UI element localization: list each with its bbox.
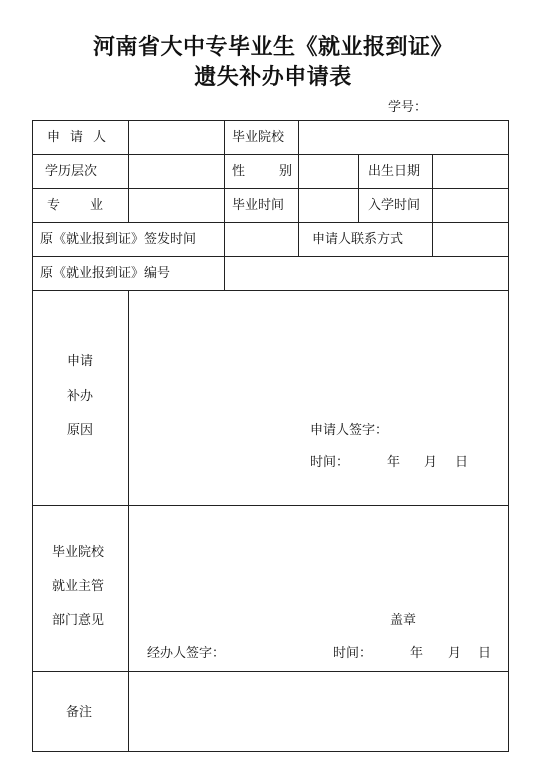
table-line (298, 120, 299, 256)
table-line (32, 120, 33, 752)
opinion-label-line2: 就业主管 (52, 579, 105, 594)
applicant-signature-label: 申请人签字： (310, 423, 389, 438)
table-line (32, 154, 509, 155)
table-line (32, 188, 509, 189)
table-line (128, 290, 129, 751)
gender-label: 性别 (232, 164, 327, 179)
enrollment-time-label: 入学时间 (368, 198, 421, 213)
handler-signature-label: 经办人签字： (147, 646, 226, 661)
original-number-label: 原《就业报到证》编号 (40, 266, 171, 281)
opinion-month: 月 (448, 646, 462, 661)
reason-label-line2: 补办 (67, 389, 94, 404)
birth-date-label: 出生日期 (368, 164, 421, 179)
reason-label-line3: 原因 (67, 423, 94, 438)
table-line (32, 256, 509, 257)
remarks-label: 备注 (66, 705, 93, 720)
table-line (32, 505, 509, 506)
table-line (508, 120, 509, 752)
form-title-line2: 遗失补办申请表 (194, 65, 352, 90)
table-line (224, 120, 225, 290)
table-line (32, 222, 509, 223)
reason-month: 月 (424, 455, 438, 470)
reason-label-line1: 申请 (67, 354, 94, 369)
opinion-year: 年 (410, 646, 424, 661)
student-number-label: 学号： (388, 100, 428, 115)
opinion-day: 日 (478, 646, 492, 661)
graduation-time-label: 毕业时间 (232, 198, 285, 213)
school-label: 毕业院校 (232, 130, 285, 145)
opinion-label-line3: 部门意见 (52, 613, 105, 628)
education-level-label: 学历层次 (45, 164, 98, 179)
reason-year: 年 (387, 455, 401, 470)
table-line (32, 751, 509, 752)
seal-label: 盖章 (390, 613, 417, 628)
table-line (432, 154, 433, 256)
applicant-label: 申请人 (47, 130, 117, 145)
original-issue-time-label: 原《就业报到证》签发时间 (40, 232, 197, 247)
major-label: 专业 (47, 198, 134, 213)
reason-day: 日 (455, 455, 469, 470)
opinion-label-line1: 毕业院校 (52, 545, 105, 560)
reason-date-label: 时间： (310, 455, 350, 470)
form-title-line1: 河南省大中专毕业生《就业报到证》 (92, 35, 453, 60)
opinion-date-label: 时间： (333, 646, 373, 661)
contact-label: 申请人联系方式 (312, 232, 404, 247)
table-line (32, 120, 509, 121)
table-line (32, 671, 509, 672)
table-line (358, 154, 359, 222)
table-line (32, 290, 509, 291)
